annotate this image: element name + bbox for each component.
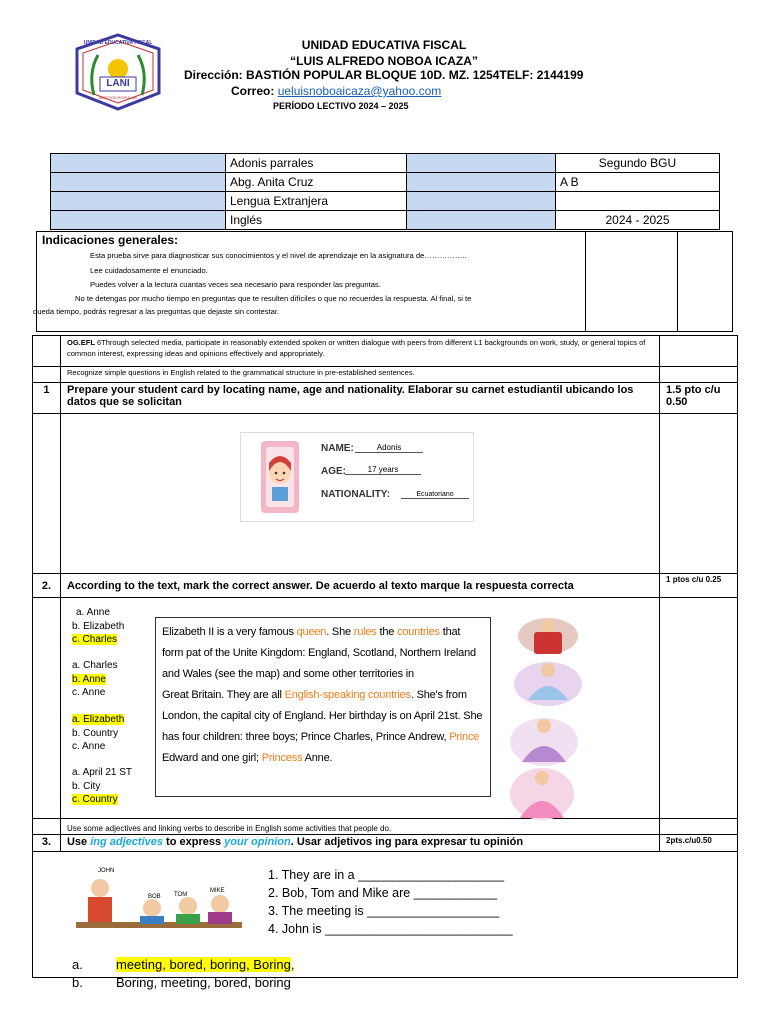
points-cell (660, 819, 738, 835)
reading-keyword: rules (353, 626, 377, 638)
question-points: 1 ptos c/u 0.25 (660, 574, 738, 598)
indications-title: Indicaciones generales: (42, 233, 179, 247)
number-cell (33, 598, 61, 819)
reading-text: . She (326, 626, 354, 638)
points-cell (660, 336, 738, 367)
option-text: Boring, meeting, bored, boring (116, 975, 291, 990)
reading-text: Anne. (302, 752, 333, 764)
general-indications-box (33, 231, 733, 332)
divider (585, 232, 586, 331)
age-label: AGE: (321, 466, 346, 477)
option[interactable]: c. Anne (72, 741, 106, 752)
option-selected[interactable]: b. Anne (72, 673, 106, 685)
student-card (240, 432, 474, 522)
skill-text: Use some adjectives and linking verbs to describe in English some activities that people do. (60, 819, 659, 835)
fill-in-sentences (268, 866, 513, 938)
nationality-label: NATIONALITY: (321, 489, 391, 500)
q3-text-highlight: your opinion (224, 836, 291, 848)
points-cell (660, 598, 738, 819)
info-blank-cell (51, 192, 226, 211)
option-letter: a. (72, 957, 83, 972)
option[interactable]: b. City (72, 780, 101, 792)
meeting-cartoon (70, 866, 248, 936)
cartoon-label: MIKE (210, 888, 225, 894)
info-blank-cell (51, 154, 226, 173)
logo-center-text: LANI (106, 78, 130, 89)
email-label: Correo: (231, 84, 275, 98)
age-value: 17 years (345, 465, 421, 475)
cartoon-label: TOM (174, 892, 188, 898)
reading-keyword: Prince (449, 731, 480, 743)
sentence: 1. They are in a _____________________ (268, 868, 505, 882)
question-text: Prepare your student card by locating name, age and nationality. Elaborar su carnet estudiantil ubicando los datos que se solicitan (60, 383, 659, 414)
reading-passage (155, 617, 491, 797)
answer-option-a[interactable] (72, 956, 295, 974)
option-selected[interactable]: c. Country (72, 794, 118, 805)
info-blank-cell (51, 173, 226, 192)
q3-text-part: to express (163, 836, 225, 848)
sentence: 2. Bob, Tom and Mike are ____________ (268, 886, 498, 900)
grade-cell: Segundo BGU (556, 154, 720, 173)
reading-text: Edward and one girl; (162, 752, 262, 764)
q3-text-part: . Usar adjetivos ing para expresar tu opinión (290, 836, 524, 848)
answer-options (72, 956, 295, 992)
student-name-cell: Adonis parrales (226, 154, 407, 173)
option[interactable]: b. Country (72, 727, 119, 739)
student-portrait (261, 441, 299, 513)
answer-option-b[interactable] (72, 974, 295, 992)
question-text: According to the text, mark the correct answer. De acuerdo al texto marque la respuesta correcta (60, 574, 659, 598)
email-row (231, 84, 441, 98)
option-selected[interactable]: c. Charles (72, 634, 118, 645)
objective-cell (60, 336, 659, 367)
info-blank-cell (51, 211, 226, 230)
school-address: Dirección: BASTIÓN POPULAR BLOQUE 10D. MZ. 1254TELF: 2144199 (184, 68, 584, 82)
option[interactable]: b. Elizabeth (72, 620, 125, 632)
name-value: Adonis (355, 443, 423, 453)
info-blank-cell (407, 154, 556, 173)
reading-keyword: Princess (261, 752, 303, 764)
cartoon-label: BOB (148, 894, 161, 900)
number-cell (33, 367, 61, 383)
reading-keyword: countries (397, 626, 440, 638)
name-label: NAME: (321, 443, 354, 454)
reading-text: Great Britain. They are all (162, 689, 285, 701)
info-blank-cell (407, 192, 556, 211)
area-cell: Lengua Extranjera (226, 192, 407, 211)
points-cell (660, 367, 738, 383)
skill-text: Recognize simple questions in English related to the grammatical structure in pre-established sentences. (60, 367, 659, 383)
year-cell: 2024 - 2025 (556, 211, 720, 230)
reading-text: Elizabeth II is a very famous (162, 626, 297, 638)
option-letter: b. (72, 975, 83, 990)
info-empty-cell (556, 192, 720, 211)
logo-top-text: UNIDAD EDUCATIVA FISCAL (83, 40, 153, 46)
reading-keyword: queen (296, 626, 327, 638)
royal-figures-illustration (506, 612, 586, 824)
question-points: 2pts.c/u0.50 (660, 835, 738, 852)
student-info-table (50, 153, 720, 230)
cartoon-label: JOHN (98, 868, 115, 874)
option-group (72, 713, 124, 754)
info-blank-cell (407, 173, 556, 192)
number-cell (33, 819, 61, 835)
subject-cell: Inglés (226, 211, 407, 230)
indication-line: Esta prueba sirve para diagnosticar sus conocimientos y el nivel de aprendizaje en la asignatura de…………….. (90, 251, 467, 260)
email-link[interactable]: ueluisnoboaicaza@yahoo.com (277, 84, 442, 98)
option-group (72, 659, 118, 700)
q3-text-highlight: ing adjectives (90, 836, 163, 848)
option[interactable]: c. Anne (72, 687, 106, 698)
info-blank-cell (407, 211, 556, 230)
question-number: 2. (33, 574, 61, 598)
indication-line: queda tiempo, podrás regresar a las preguntas que dejaste sin contestar. (33, 307, 280, 316)
number-cell (33, 336, 61, 367)
teacher-cell: Abg. Anita Cruz (226, 173, 407, 192)
school-name: “LUIS ALFREDO NOBOA ICAZA” (290, 54, 478, 68)
points-cell (660, 414, 738, 574)
option-group (72, 606, 124, 647)
school-period: PERÍODO LECTIVO 2024 – 2025 (273, 101, 409, 111)
option-text-selected: meeting, bored, boring, Boring (116, 957, 291, 972)
question-text (60, 835, 659, 852)
reading-text: the (376, 626, 398, 638)
indication-line: Lee cuidadosamente el enunciado. (90, 266, 208, 275)
option[interactable]: a. Anne (76, 607, 110, 618)
indication-line: Puedes volver a la lectura cuantas veces sea necesario para responder las preguntas. (90, 280, 381, 289)
divider (677, 232, 678, 331)
option[interactable]: a. Charles (72, 660, 118, 671)
sentence: 4. John is ___________________________ (268, 922, 513, 936)
indication-line: No te detengas por mucho tiempo en preguntas que te resulten difíciles o que no recuerdes la respuesta. Al final, si te (75, 294, 472, 303)
option-group (72, 766, 132, 807)
reading-text: that form pat of the Unite Kingdom: England, Scotland, Northern Ireland and Wales (see the map) and some other territories in (162, 626, 476, 680)
school-type: UNIDAD EDUCATIVA FISCAL (301, 38, 467, 52)
question-number: 1 (33, 383, 61, 414)
number-cell (33, 414, 61, 574)
objective-text: 6Through selected media, participate in reasonably extended spoken or written dialogue with peers from different L1 backgrounds on work, study, or general topics of common interest, expressing ideas and opinions effectively and appropriately. (66, 338, 646, 358)
question-points: 1.5 pto c/u 0.50 (660, 383, 738, 414)
sentence: 3. The meeting is ___________________ (268, 904, 500, 918)
nationality-value: Ecuatoriano (401, 491, 469, 499)
option-text-tail: , (290, 957, 295, 972)
option-selected[interactable]: a. Elizabeth (72, 714, 125, 725)
question-number: 3. (33, 835, 61, 852)
q3-text-part: Use (66, 836, 91, 848)
reading-text: . She's from London, the capital city of England. Her birthday is on April 21st. She has four children: three boys; Prince Charles, Prince Andrew, (162, 689, 483, 743)
reading-keyword: English-speaking countries (284, 689, 411, 701)
parallel-cell: A B (556, 173, 720, 192)
option[interactable]: a. April 21 ST (72, 767, 133, 778)
logo-bottom-text: BASTIÓN POPULAR (99, 95, 137, 100)
objective-code: OG.EFL (66, 338, 95, 347)
